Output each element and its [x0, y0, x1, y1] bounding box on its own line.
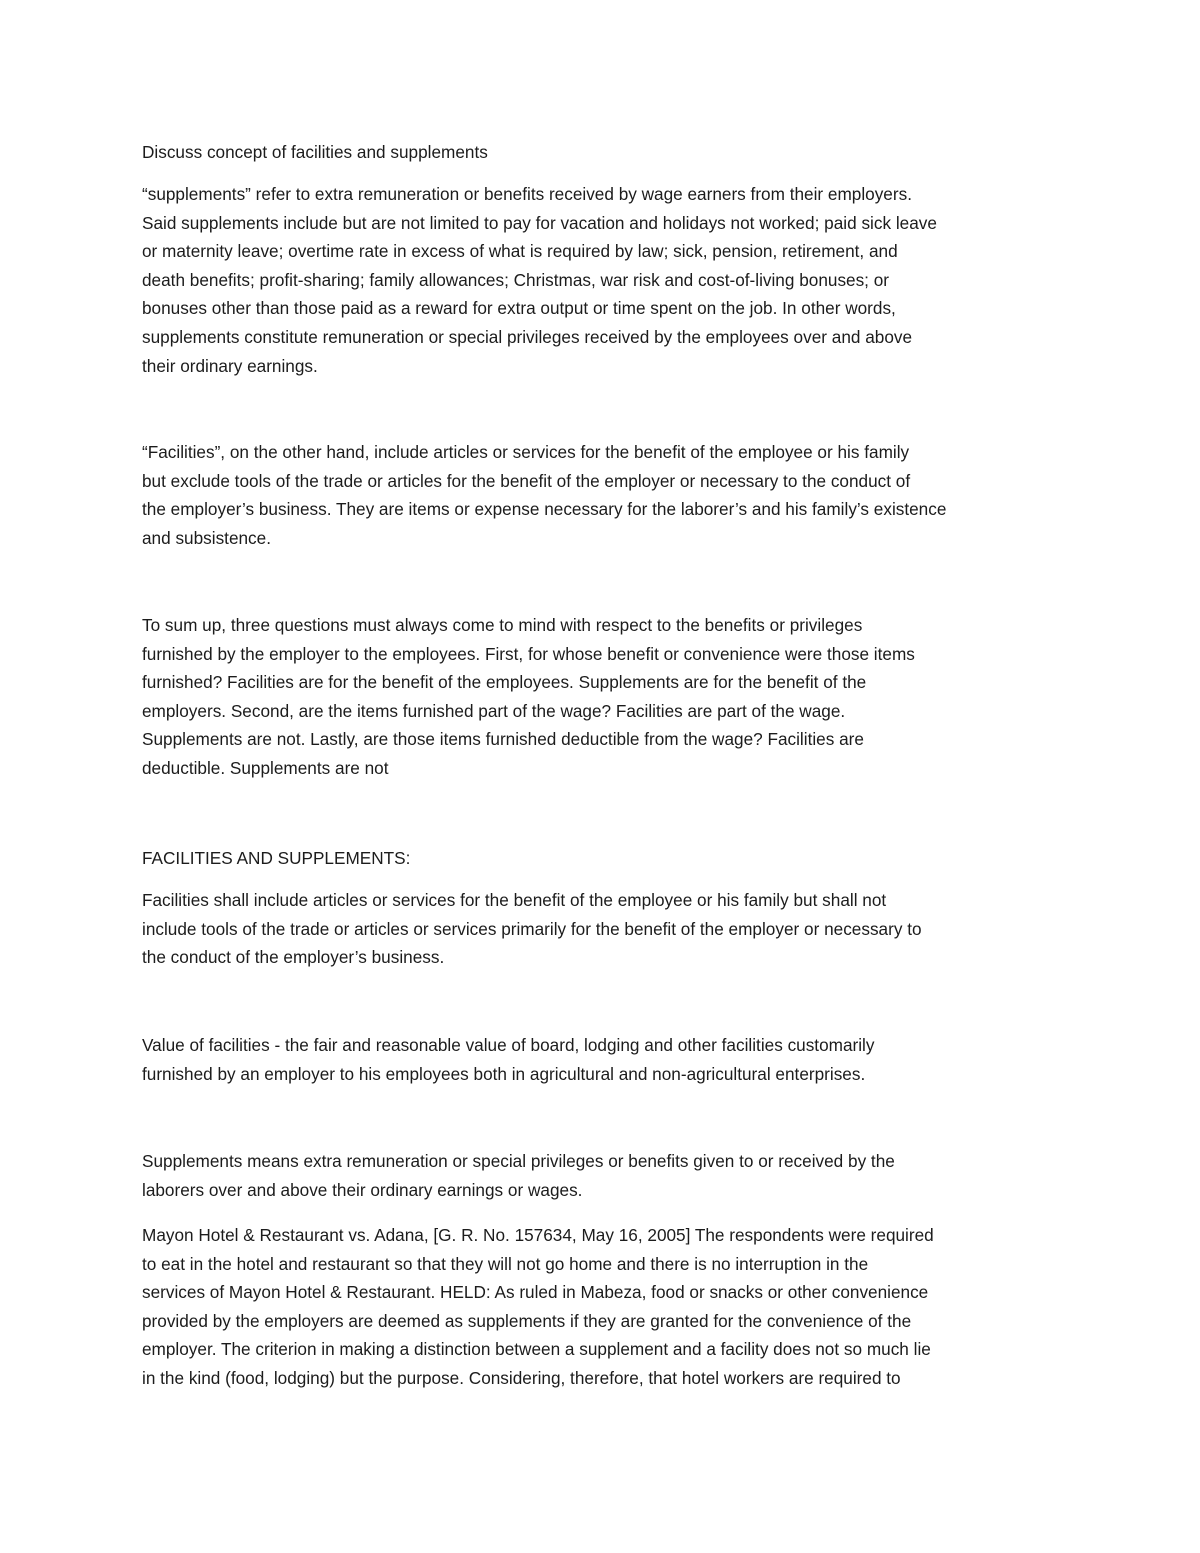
text-line: or maternity leave; overtime rate in excess of what is required by law; sick, pension, retirement, and [142, 241, 898, 262]
text-line: Said supplements include but are not limited to pay for vacation and holidays not worked; paid sick leave [142, 212, 937, 233]
text-line: Supplements are not. Lastly, are those items furnished deductible from the wage? Facilities are [142, 729, 864, 750]
paragraph-facilities-shall-include [142, 886, 1142, 972]
text-line: furnished by the employer to the employees. First, for whose benefit or convenience were those items [142, 643, 915, 664]
text-line: employers. Second, are the items furnished part of the wage? Facilities are part of the wage. [142, 700, 846, 721]
paragraph-sum-up [142, 611, 1142, 783]
text-line: include tools of the trade or articles or services primarily for the benefit of the employer or necessary to [142, 918, 922, 939]
text-line: in the kind (food, lodging) but the purpose. Considering, therefore, that hotel workers are required to [142, 1367, 901, 1388]
paragraph-mayon-hotel-case [142, 1221, 1142, 1393]
text-line: provided by the employers are deemed as supplements if they are granted for the convenience of the [142, 1310, 912, 1331]
text-line: their ordinary earnings. [142, 355, 318, 376]
text-line: “Facilities”, on the other hand, include articles or services for the benefit of the employee or his family [142, 442, 910, 462]
text-line: supplements constitute remuneration or special privileges received by the employees over and above [142, 326, 913, 347]
text-line: laborers over and above their ordinary earnings or wages. [142, 1179, 583, 1200]
text-line: deductible. Supplements are not [142, 757, 389, 778]
text-line: “supplements” refer to extra remuneration or benefits received by wage earners from their employers. [142, 184, 912, 204]
text-line: furnished? Facilities are for the benefit of the employees. Supplements are for the benefit of the [142, 672, 867, 693]
paragraph-value-of-facilities [142, 1031, 1142, 1088]
text-line: To sum up, three questions must always come to mind with respect to the benefits or privileges [142, 615, 863, 635]
text-line: death benefits; profit-sharing; family allowances; Christmas, war risk and cost-of-living bonuses; or [142, 269, 890, 290]
text-line: Supplements means extra remuneration or special privileges or benefits given to or received by the [142, 1151, 895, 1171]
text-line: Discuss concept of facilities and supplements [142, 142, 488, 162]
text-line: and subsistence. [142, 527, 271, 548]
paragraph-supplements-means [142, 1147, 1142, 1204]
section-heading-facilities-and-supplements [142, 844, 1142, 873]
section-heading-discuss-concept [142, 138, 1142, 167]
paragraph-supplements-definition [142, 180, 1142, 380]
text-line: FACILITIES AND SUPPLEMENTS: [142, 848, 411, 868]
text-line: Facilities shall include articles or services for the benefit of the employee or his family but shall not [142, 890, 887, 910]
text-line: Mayon Hotel & Restaurant vs. Adana, [G. R. No. 157634, May 16, 2005] The respondents were required [142, 1225, 934, 1245]
text-line: bonuses other than those paid as a reward for extra output or time spent on the job. In other words, [142, 298, 896, 319]
text-line: furnished by an employer to his employees both in agricultural and non-agricultural enterprises. [142, 1063, 866, 1084]
paragraph-facilities-definition [142, 438, 1142, 552]
text-line: to eat in the hotel and restaurant so that they will not go home and there is no interruption in the [142, 1253, 869, 1274]
text-line: but exclude tools of the trade or articles for the benefit of the employer or necessary to the conduct of [142, 470, 911, 491]
text-line: employer. The criterion in making a distinction between a supplement and a facility does not so much lie [142, 1339, 931, 1360]
text-line: Value of facilities - the fair and reasonable value of board, lodging and other facilities customarily [142, 1035, 875, 1055]
text-line: services of Mayon Hotel & Restaurant. HELD: As ruled in Mabeza, food or snacks or other convenience [142, 1282, 929, 1303]
text-line: the employer’s business. They are items or expense necessary for the laborer’s and his family’s existence [142, 499, 947, 520]
text-line: the conduct of the employer’s business. [142, 947, 445, 968]
